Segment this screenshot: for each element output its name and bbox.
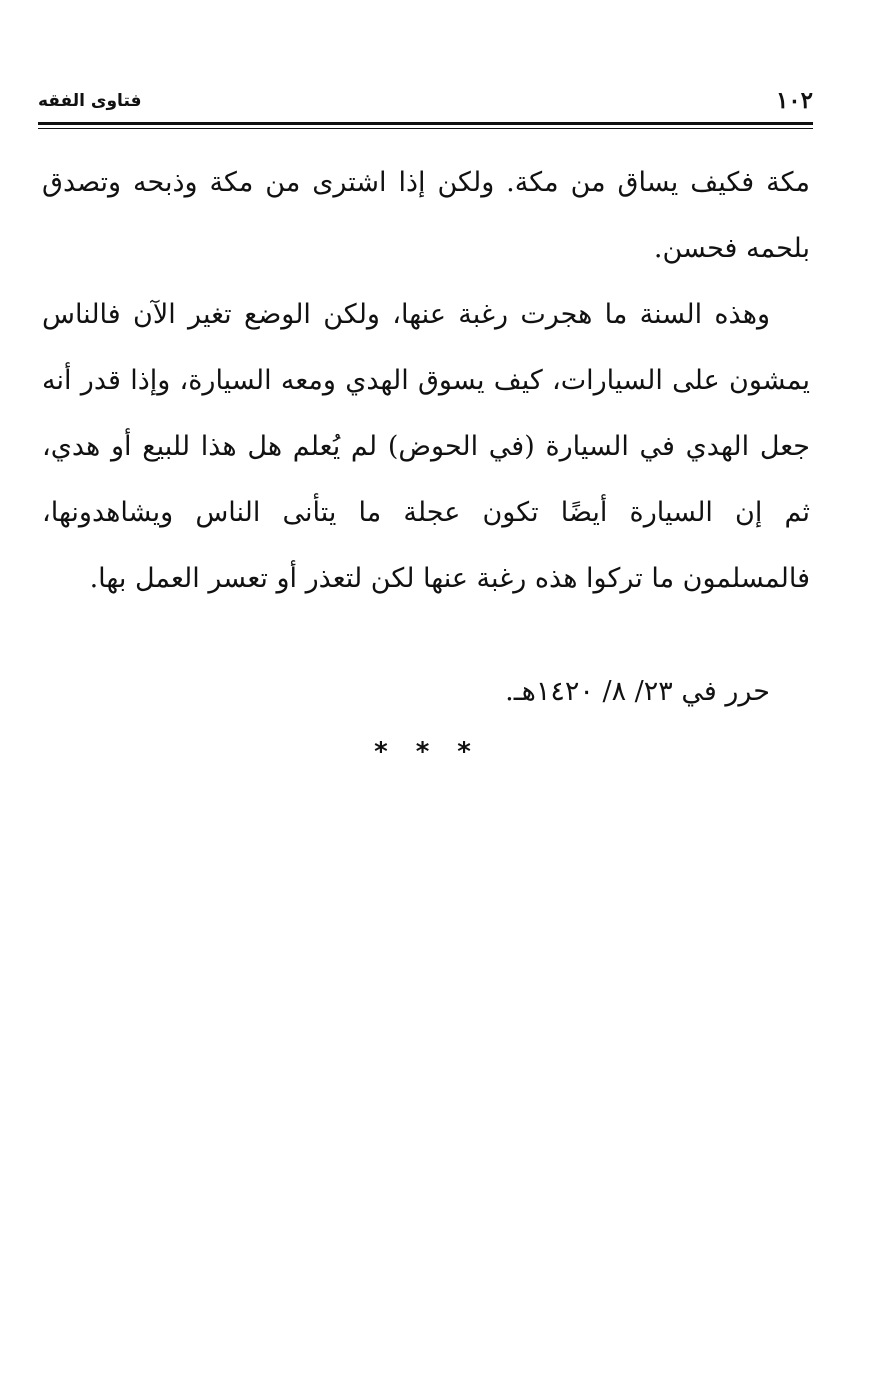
body-text xyxy=(42,150,810,612)
running-title: فتاوى الفقه xyxy=(38,91,142,111)
section-separator: *** xyxy=(374,737,499,767)
header-rule-thin xyxy=(38,128,813,129)
page-number: ١٠٢ xyxy=(775,87,813,114)
page-header xyxy=(38,86,813,120)
paragraph-2: وهذه السنة ما هجرت رغبة عنها، ولكن الوضع تغير الآن فالناس يمشون على السيارات، كيف يسوق الهدي ومعه السيارة، وإذا قدر أنه جعل الهدي في السيارة (في الحوض) لم يُعلم هل هذا للبيع أو هدي، ثم إن السيارة أيضًا تكون عجلة ما يتأنى الناس ويشاهدونها، فالمسلمون ما تركوا هذه رغبة عنها لكن لتعذر أو تعسر العمل بها. xyxy=(42,299,810,594)
date-line: حرر في ٢٣/ ٨/ ١٤٢٠هـ. xyxy=(505,676,770,707)
header-rule-thick xyxy=(38,122,813,125)
paragraph-1: مكة فكيف يساق من مكة. ولكن إذا اشترى من مكة وذبحه وتصدق بلحمه فحسن. xyxy=(42,167,810,264)
